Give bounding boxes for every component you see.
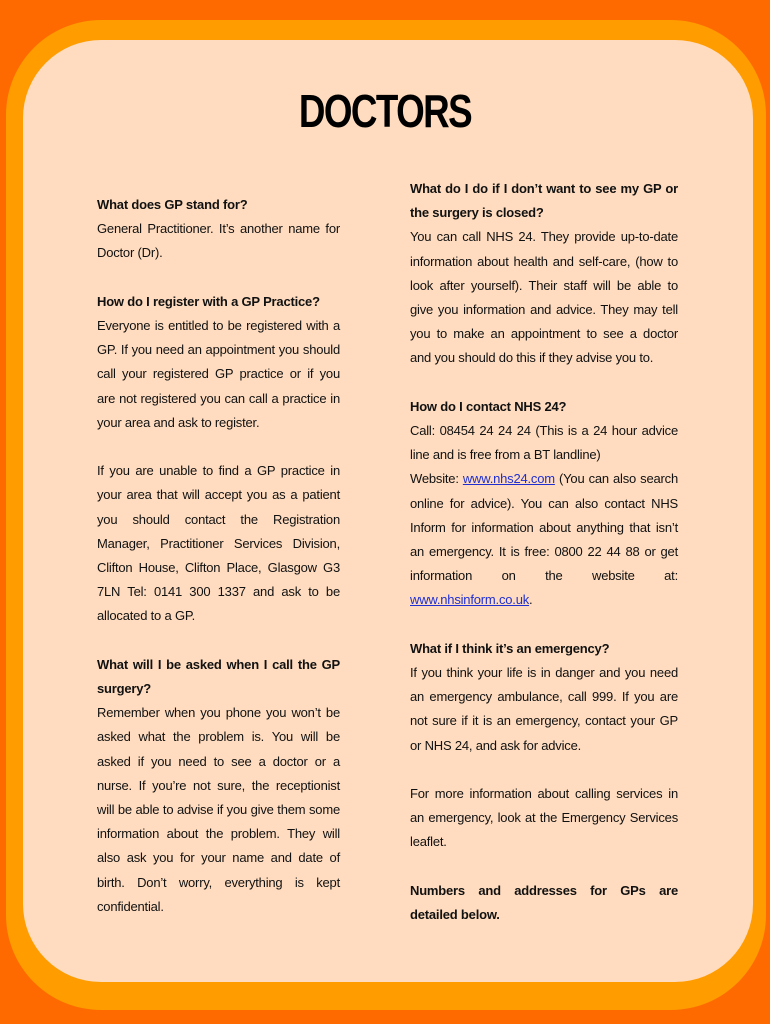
- question-surgery-closed: What do I do if I don’t want to see my GP or the surgery is closed?: [410, 181, 678, 221]
- section-register: [97, 290, 340, 435]
- paragraph-allocation: If you are unable to find a GP practice in your area that will accept you as a patient you should contact the Registration Manager, Practitioner Services Division, Clifton House, Clifton Place, Glasgow G3 7LN Tel: 0141 300 1337 and ask to be allocated to a GP.: [97, 463, 340, 624]
- answer-register: Everyone is entitled to be registered with a GP. If you need an appointment you should call your registered GP practice or if you are not registered you can call a practice in your area and ask to register.: [97, 318, 340, 430]
- section-surgery-closed: [410, 177, 678, 371]
- call-line: Call: 08454 24 24 24 (This is a 24 hour advice line and is free from a BT landline): [410, 423, 678, 463]
- left-column: [97, 193, 340, 943]
- section-emergency: [410, 637, 678, 758]
- closing-note: Numbers and addresses for GPs are detailed below.: [410, 882, 678, 923]
- answer-emergency: If you think your life is in danger and you need an emergency ambulance, call 999. If you are not sure if it is an emergency, contact your GP or NHS 24, and ask for advice.: [410, 665, 678, 753]
- section-contact-nhs24: [410, 395, 678, 613]
- website-prefix: Website:: [410, 471, 463, 487]
- question-emergency: What if I think it’s an emergency?: [410, 640, 610, 656]
- question-register: How do I register with a GP Practice?: [97, 293, 320, 309]
- inform-suffix: .: [529, 592, 533, 608]
- website-suffix: (You can also search online for advice). You can also contact NHS Inform for information about anything that isn’t an emergency. It is free: 0800 22 44 88 or get information on the website at:: [410, 471, 678, 584]
- paragraph-more-info: For more information about calling services in an emergency, look at the Emergency Services leaflet.: [410, 786, 678, 850]
- section-gp-meaning: [97, 193, 340, 266]
- question-contact-nhs24: How do I contact NHS 24?: [410, 398, 567, 414]
- section-call-surgery: [97, 653, 340, 919]
- answer-gp-meaning: General Practitioner. It’s another name for Doctor (Dr).: [97, 221, 340, 261]
- nhs24-link[interactable]: www.nhs24.com: [462, 471, 555, 487]
- nhsinform-link[interactable]: www.nhsinform.co.uk: [410, 592, 530, 608]
- answer-surgery-closed: You can call NHS 24. They provide up-to-date information about health and self-care, (how to look after yourself). Their staff will be able to give you information and advice. They may tell you to make an appointment to see a doctor and you should do this if they advise you to.: [410, 229, 678, 366]
- question-gp-meaning: What does GP stand for?: [97, 197, 248, 212]
- page-title: DOCTORS: [298, 85, 472, 137]
- question-call-surgery: What will I be asked when I call the GP surgery?: [97, 656, 340, 697]
- answer-call-surgery: Remember when you phone you won’t be asked what the problem is. You will be asked if you need to see a doctor or a nurse. If you’re not sure, the receptionist will be able to advise if you give them some information about the problem. They will also ask you for your name and date of birth. Don’t worry, everything is kept confidential.: [97, 705, 340, 914]
- right-column: [410, 177, 678, 951]
